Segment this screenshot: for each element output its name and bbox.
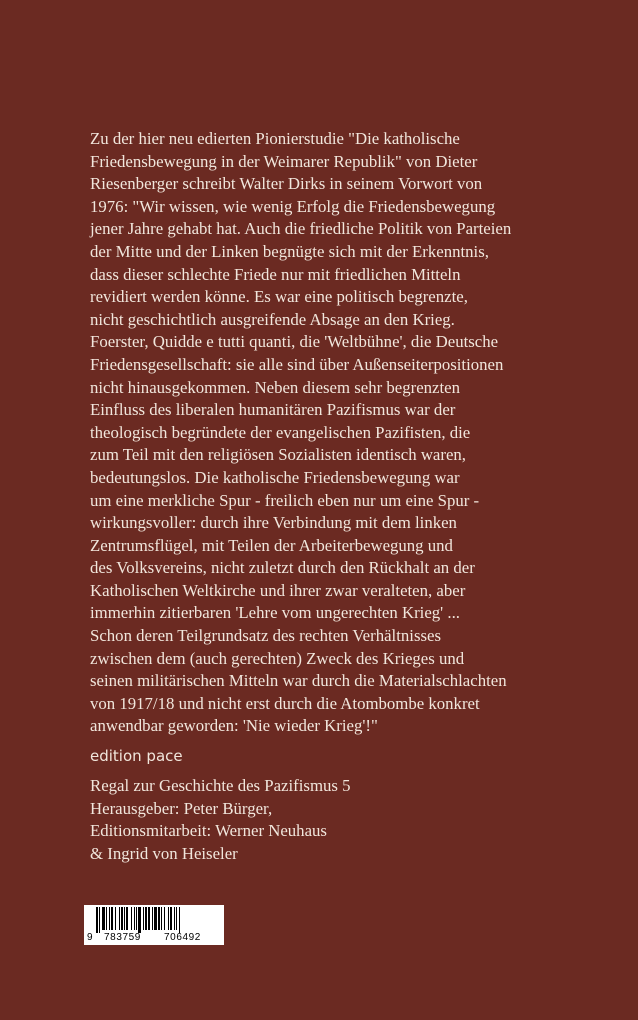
blurb-line: immerhin zitierbaren 'Lehre vom ungerechten Krieg' ...: [90, 603, 460, 623]
barcode-left-group: 783759: [104, 932, 141, 943]
barcode-bar: [106, 907, 107, 930]
barcode-bar: [119, 907, 120, 930]
blurb-line: wirkungsvoller: durch ihre Verbindung mit dem linken: [90, 513, 457, 533]
blurb-line: von 1917/18 und nicht erst durch die Atombombe konkret: [90, 693, 480, 713]
barcode-bar: [161, 907, 162, 930]
credits-line: & Ingrid von Heiseler: [90, 843, 238, 863]
barcode-bar: [143, 907, 144, 930]
blurb-line: des Volksvereins, nicht zuletzt durch den Rückhalt an der: [90, 558, 475, 578]
barcode-bar: [164, 907, 165, 930]
blurb-line: dass dieser schlechte Friede nur mit friedlichen Mitteln: [90, 264, 461, 284]
blurb-line: Einfluss des liberalen humanitären Pazifismus war der: [90, 400, 456, 420]
blurb-line: bedeutungslos. Die katholische Friedensbewegung war: [90, 467, 460, 487]
blurb-line: Friedensgesellschaft: sie alle sind über Außenseiterpositionen: [90, 354, 504, 374]
barcode-bar: [131, 907, 132, 930]
barcode-bar: [170, 907, 172, 930]
series-name: edition pace: [90, 747, 183, 765]
barcode-right-group: 706492: [164, 932, 201, 943]
blurb-line: Foerster, Quidde e tutti quanti, die 'Weltbühne', die Deutsche: [90, 332, 499, 352]
barcode-bar: [124, 907, 125, 930]
blurb-line: zum Teil mit den religiösen Sozialisten identisch waren,: [90, 445, 467, 465]
blurb-line: der Mitte und der Linken begnügte sich mit der Erkenntnis,: [90, 241, 489, 261]
credits-line: Editionsmitarbeit: Werner Neuhaus: [90, 821, 327, 841]
blurb-line: Schon deren Teilgrundsatz des rechten Verhältnisses: [90, 626, 441, 646]
barcode-bar: [134, 907, 135, 930]
barcode-bar: [158, 907, 160, 930]
blurb-line: 1976: "Wir wissen, wie wenig Erfolg die Friedensbewegung: [90, 196, 496, 216]
blurb-line: jener Jahre gehabt hat. Auch die friedliche Politik von Parteien: [90, 219, 512, 239]
barcode-bar: [111, 907, 113, 930]
barcode-bar: [126, 907, 128, 930]
credits-line: Regal zur Geschichte des Pazifismus 5: [90, 776, 351, 795]
barcode-bar: [148, 907, 150, 930]
barcode-bar: [115, 907, 116, 930]
blurb-line: theologisch begründete der evangelischen Pazifisten, die: [90, 422, 471, 442]
barcode-first-digit: 9: [87, 932, 93, 943]
blurb-line: seinen militärischen Mitteln war durch die Materialschlachten: [90, 671, 507, 691]
barcode-bar: [176, 907, 177, 930]
barcode-bar: [145, 907, 147, 930]
blurb-line: Riesenberger schreibt Walter Dirks in seinem Vorwort von: [90, 174, 483, 194]
credits-line: Herausgeber: Peter Bürger,: [90, 798, 273, 818]
barcode-bar: [179, 907, 180, 933]
blurb-line: Friedensbewegung in der Weimarer Republik" von Dieter: [90, 151, 478, 171]
blurb-line: um eine merkliche Spur - freilich eben nur um eine Spur -: [90, 490, 480, 510]
barcode-bar: [121, 907, 123, 930]
blurb-line: Zentrumsflügel, mit Teilen der Arbeiterbewegung und: [90, 535, 453, 555]
back-cover-blurb: [90, 128, 560, 738]
barcode-bar: [152, 907, 153, 930]
barcode-bar: [174, 907, 175, 930]
isbn-barcode: [84, 905, 224, 945]
blurb-line: revidiert werden könne. Es war eine politisch begrenzte,: [90, 287, 468, 307]
blurb-line: Katholischen Weltkirche und ihrer zwar veralteten, aber: [90, 580, 466, 600]
barcode-bar: [102, 907, 105, 930]
blurb-line: anwendbar geworden: 'Nie wieder Krieg'!": [90, 716, 378, 736]
barcode-bar: [109, 907, 110, 930]
barcode-bar: [99, 907, 100, 933]
barcode-bar: [154, 907, 157, 930]
barcode-bar: [96, 907, 98, 933]
series-credits: [90, 775, 351, 865]
barcode-bars: [84, 905, 224, 933]
blurb-line: nicht hinausgekommen. Neben diesem sehr begrenzten: [90, 377, 460, 397]
barcode-bar: [136, 907, 137, 930]
blurb-line: nicht geschichtlich ausgreifende Absage an den Krieg.: [90, 309, 455, 329]
blurb-line: Zu der hier neu edierten Pionierstudie "Die katholische: [90, 129, 460, 148]
blurb-line: zwischen dem (auch gerechten) Zweck des Krieges und: [90, 648, 465, 668]
barcode-bar: [168, 907, 169, 930]
barcode-bar: [138, 907, 141, 933]
